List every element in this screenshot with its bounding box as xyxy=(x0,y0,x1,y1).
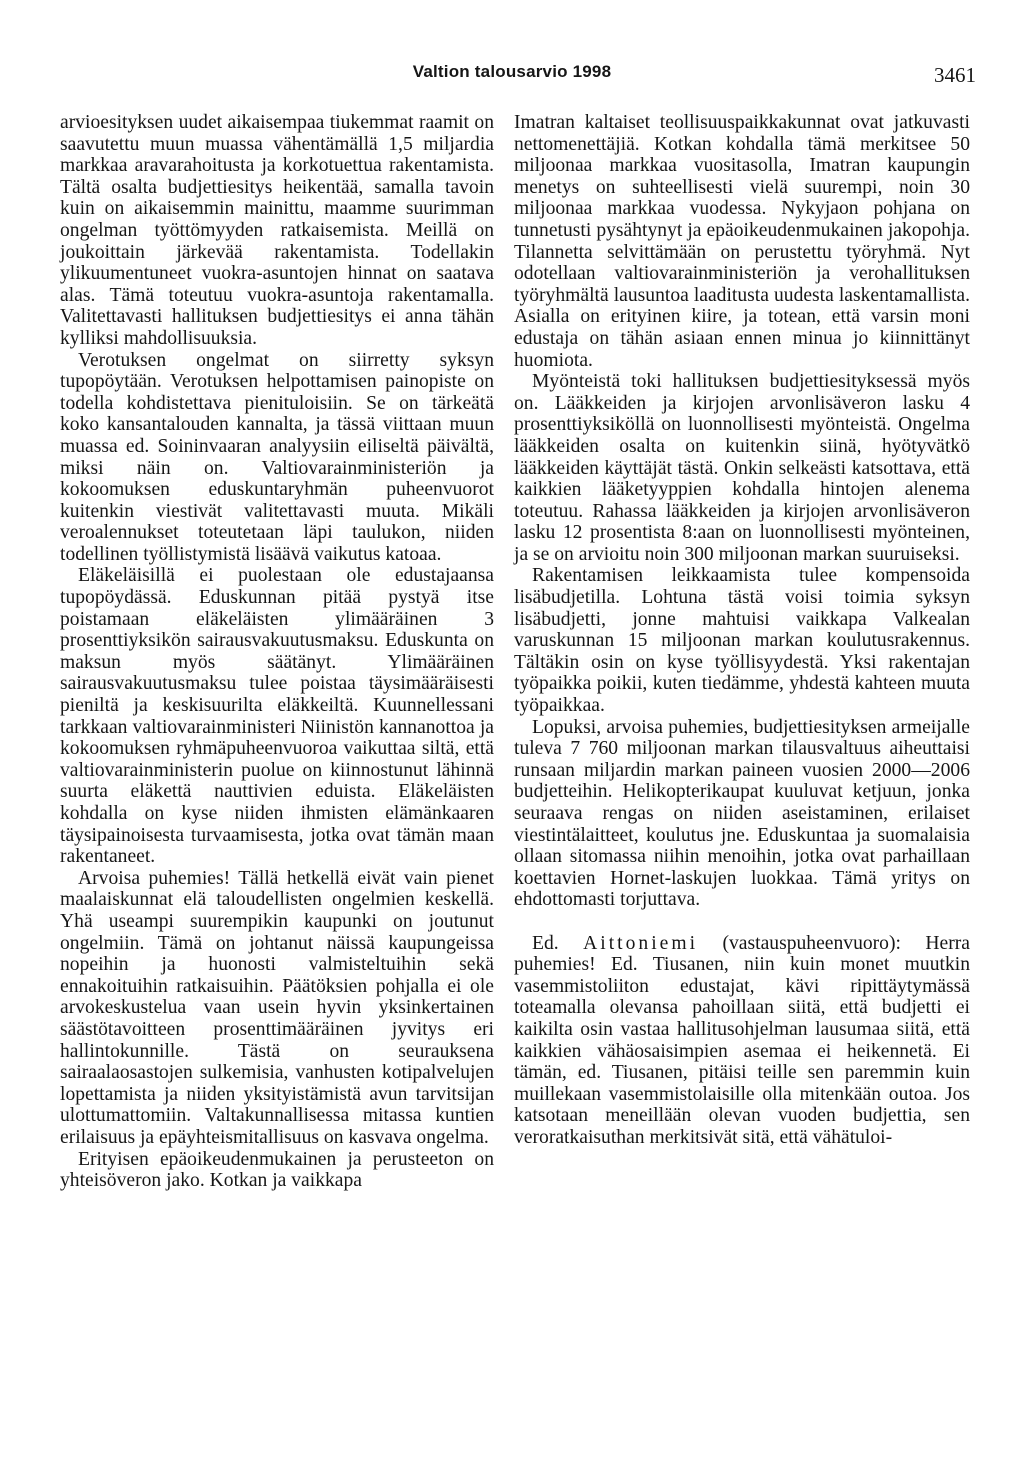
speech-paragraph xyxy=(514,933,970,1149)
paragraph: Eläkeläisillä ei puolestaan ole edustajaansa tupopöydässä. Eduskunnan pitää pystyä itse poistamaan eläkeläisten ylimääräinen 3 prosenttiyksikön sairausvakuutusmaksu. Eduskunta on maksun myös säätänyt. Ylimääräinen sairausvakuutusmaksu tulee poistaa täysimääräisesti pieniltä ja keskisuurilta eläkkeiltä. Kuunnellessani tarkkaan valtiovarainministeri Niinistön kannanottoa ja kokoomuksen ryhmäpuheenvuoroa vaikuttaa siltä, että valtiovarainministerin puolue on kiinnostunut lähinnä suurta eläkettä nauttivien eduista. Eläkeläisten kohdalla on kyse niiden ihmisten elämänkaaren täysipainoisesta turvaamisesta, jotka ovat tämän maan rakentaneet. xyxy=(60,565,494,868)
paragraph: Myönteistä toki hallituksen budjettiesityksessä myös on. Lääkkeiden ja kirjojen arvonlisäveron lasku 4 prosenttiyksiköllä on luonnollisesti myönteistä. Ongelma lääkkeiden osalta on kuitenkin siinä, hyötyvätkö lääkkeiden käyttäjät tästä. Onkin selkeästi katsottava, että kaikkien lääketyyppien kohdalla hintojen alenema toteutuu. Rahassa lääkkeiden ja kirjojen arvonlisäveron lasku 12 prosentista 8:aan on luonnollisesti myönteinen, ja se on arvioitu noin 300 miljoonan markan suuruiseksi. xyxy=(514,371,970,565)
right-column xyxy=(514,112,970,1149)
speaker-name: Aittoniemi xyxy=(583,932,699,954)
paragraph: Rakentamisen leikkaamista tulee kompensoida lisäbudjetilla. Lohtuna tästä voisi toimia syksyn lisäbudjetti, jonne mahtuisi vaikkapa Valkealan varuskunnan 15 miljoonan markan koulutusrakennus. Tältäkin osin on kyse työllisyydestä. Yksi rakentajan työpaikka poikii, kuten tiedämme, yhdestä kahteen muuta työpaikkaa. xyxy=(514,565,970,717)
running-title: Valtion talousarvio 1998 xyxy=(412,62,612,81)
paragraph: arvioesityksen uudet aikaisempaa tiukemmat raamit on saavutettu muun muassa vähentämällä 1,5 miljardia markkaa aravarahoitusta ja korkotuettua rakentamista. Tältä osalta budjettiesitys heikentää, samalla tavoin kuin on aikaisemmin mainittu, maamme suurimman ongelman työttömyyden ratkaisemista. Meillä on joukoittain järkevää rakentamista. Todellakin ylikuumentuneet vuokra-asuntojen hinnat on saatava alas. Tämä toteutuu vuokra-asuntoja rakentamalla. Valitettavasti hallituksen budjettiesitys ei anna tähän kylliksi mahdollisuuksia. xyxy=(60,112,494,349)
speaker-role: (vastauspuheenvuoro): xyxy=(722,932,901,954)
page-number: 3461 xyxy=(934,63,976,87)
paragraph: Lopuksi, arvoisa puhemies, budjettiesityksen armeijalle tuleva 7 760 miljoonan markan tilausvaltuus aiheuttaisi runsaan miljardin markan paineen vuosien 2000—2006 budjetteihin. Helikopterikaupat kuuluvat ketjuun, jonka seuraava rengas on niiden aseistaminen, erilaiset viestintälaitteet, koulutus jne. Eduskuntaa ja suomalaisia ollaan sitomassa niihin menoihin, jotka ovat parhaillaan koettavien Hornet-laskujen luokkaa. Tämä yritys on ehdottomasti torjuttava. xyxy=(514,716,970,911)
paragraph: Erityisen epäoikeudenmukainen ja perusteeton on yhteisöveron jako. Kotkan ja vaikkapa xyxy=(60,1148,494,1192)
speech-text: Herra puhemies! Ed. Tiusanen, niin kuin monet muutkin vasemmistoliiton edustajat, kävi ripittäytymässä toteamalla olevansa pahoillaan siitä, että budjetti ei kaikilta osin vastaa hallitusohjelman lausumaa siitä, että kaikkien vähäosaisimpien asemaa ei heikennetä. Ei tämän, ed. Tiusanen, pitäisi teille sen paremmin kuin muillekaan vasemmistolaisille olla mitenkään outoa. Jos katsotaan meneillään olevan vuoden budjettia, sen veroratkaisuthan merkitsivät sitä, että vähätuloi- xyxy=(514,932,970,1148)
paragraph: Imatran kaltaiset teollisuuspaikkakunnat ovat jatkuvasti nettomenettäjiä. Kotkan kohdalla tämä merkitsee 50 miljoonaa markkaa vuositasolla, Imatran kaupungin menetys on suhteellisesti vielä suurempi, noin 30 miljoonaa markkaa vuodessa. Nykyjaon pohjana on tunnetusti pysähtynyt ja epäoikeudenmukainen jakopohja. Tilannetta selvittämään on perustettu työryhmä. Nyt odotellaan valtiovarainministeriön ja verohallituksen työryhmältä lausuntoa laaditusta uudesta laskentamallista. Asialla on erityinen kiire, ja totean, että varsin moni edustaja on tähän asiaan ennen minua jo kiinnittänyt huomiota. xyxy=(514,112,970,371)
left-column xyxy=(60,112,494,1192)
speaker-prefix: Ed. xyxy=(532,932,559,954)
paragraph: Arvoisa puhemies! Tällä hetkellä eivät vain pienet maalaiskunnat elä taloudellisten ongelmien keskellä. Yhä useampi suurempikin kaupunki on joutunut ongelmiin. Tämä on johtanut näissä kaupungeissa nopeihin ja huonosti valmisteltuihin sekä ennakoituihin ratkaisuihin. Päätöksien pohjalla ei ole arvokeskustelua vaan usein hyvin yksinkertainen säästötavoitteen prosenttimääräinen jyvitys eri hallintokunnille. Tästä on seurauksena sairaalaosastojen sulkemisia, vanhusten kotipalvelujen lopettamista ja niiden yksityistämistä avun tarvitsijan ulottumattomiin. Valtakunnallisessa mitassa kuntien erilaisuus ja epäyhteismitallisuus on kasvava ongelma. xyxy=(60,867,494,1148)
page-header xyxy=(0,62,1024,86)
paragraph: Verotuksen ongelmat on siirretty syksyn tupopöytään. Verotuksen helpottamisen painopiste on todella kohdistettava pienituloisiin. Se on tärkeätä koko kansantalouden kannalta, ja tässä viittaan muun muassa ed. Soininvaaran analyysiin eiliseltä päivältä, miksi näin on. Valtiovarainministeriön ja kokoomuksen eduskuntaryhmän puheenvuorot kuitenkin viestivät valitettavasti muuta. Mikäli veroalennukset toteutetaan läpi taulukon, niiden todellinen työllistymistä lisäävä vaikutus katoaa. xyxy=(60,349,494,565)
